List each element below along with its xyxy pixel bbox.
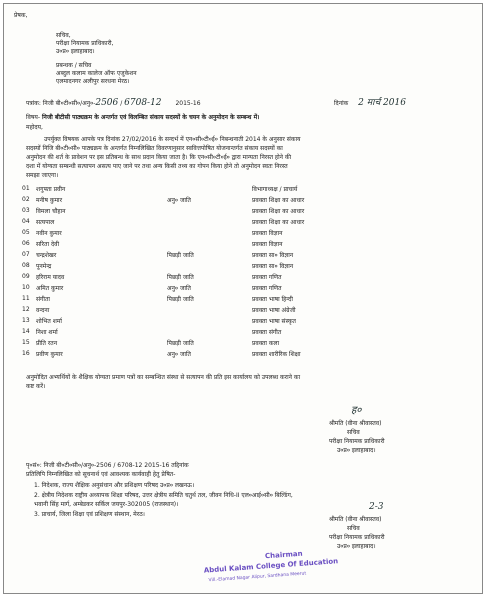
signatory-name: श्रीमति (वीना श्रीवास्तव) [329,420,382,427]
ref-number: 2506 [95,98,119,108]
table-row [22,195,442,205]
staff-post: प्रवक्ता विज्ञान [252,241,283,248]
table-row [22,305,442,315]
copy-item: 2. क्षेत्रीय निदेशक राष्ट्रीय अध्यापक शिक्षा परिषद, उत्तर क्षेत्रीय समिति चतुर्थ तल, जीवन निधि-II एल०आई०सी० बिल्डिंग, [34,492,293,499]
signatory-office: परीक्षा नियामक प्राधिकारी [329,534,385,541]
table-row [22,294,442,304]
sender-label: प्रेषक, [14,12,28,19]
staff-name: सरिता देवी [36,241,60,248]
staff-category: अनु० जाति [167,285,191,292]
staff-name: पूनमेन्द्र [36,263,52,270]
row-number: 04 [22,218,30,225]
staff-category: पिछड़ी जाति [167,274,194,281]
table-row [22,327,442,337]
row-number: 02 [22,196,30,203]
staff-name: प्रवीण कुमार [36,351,63,358]
table-row [22,272,442,282]
staff-post: प्रवक्ता शिक्षा का आधार [252,197,305,204]
row-number: 08 [22,262,30,269]
body-line: समझा जाएगा। [26,172,59,179]
staff-post: प्रवक्ता भाषा अंग्रेजी [252,307,296,314]
staff-name: शोभित शर्मा [36,318,62,325]
stamp-line: Vill.-Elamad Nagar Alipur, Sardhana Meerut [208,571,307,584]
staff-category: अनु० जाति [167,351,191,358]
staff-post: विभागाध्यक्ष / प्राचार्य [252,186,298,193]
sender-title: सचिव, [56,32,71,39]
row-number: 01 [22,185,30,192]
row-number: 03 [22,207,30,214]
copy-intro: प्रतिलिपि निम्नलिखित को सूचनार्थ एवं आवश्यक कार्यवाही हेतु प्रेषित- [26,471,176,478]
staff-post: प्रवक्ता कला [252,340,280,347]
row-number: 09 [22,273,30,280]
staff-name: शगुफ्ता प्रवीन [36,186,66,193]
table-row [22,349,442,359]
table-row [22,239,442,249]
staff-post: प्रवक्ता संगीत [252,329,282,336]
staff-post: प्रवक्ता गणित [252,285,282,292]
signatory-title: सचिव [347,525,360,532]
staff-name: प्रीति रतन [36,340,58,347]
copy-item: 3. प्राचार्य, जिला शिक्षा एवं प्रशिक्षण संस्थान, मेरठ। [34,511,145,518]
staff-name: चन्द्रशेखर [36,252,57,259]
row-number: 11 [22,295,30,302]
subject-line [26,114,259,121]
table-row [22,228,442,238]
ref-slash: / [120,100,123,107]
staff-post: प्रवक्ता सा० विज्ञान [252,263,294,270]
staff-name: वन्दना [36,307,50,314]
sender-office: परीक्षा नियामक प्राधिकारी, [56,40,114,47]
staff-name: निशा शर्मा [36,329,58,336]
table-row [22,338,442,348]
recipient-label: प्रबन्धक / सचिव [56,62,92,69]
staff-name: हरिराम यादव [36,274,65,281]
sender-city: उ०प्र० इलाहाबाद। [56,48,95,55]
staff-table [4,184,484,369]
staff-post: प्रवक्ता शिक्षा का आधार [252,208,305,215]
staff-post: प्रवक्ता विज्ञान [252,230,283,237]
staff-post: प्रवक्ता सा० विज्ञान [252,252,294,259]
copy-reference: पृ०सं०: निजी बी०टी०सी०/अनु०-2506 / 6708-12 2015-16 तद्दिनांक [26,462,189,469]
ref-session: 2015-16 [175,100,201,107]
staff-category: पिछड़ी जाति [167,296,194,303]
signatory-city: उ०प्र० इलाहाबाद। [337,447,376,454]
date-line [334,100,406,107]
date-label: दिनांक [334,100,349,107]
body-line: उपर्युक्त विषयक आपके पत्र दिनांक 27/02/2016 के सन्दर्भ में एन०सी०टी०ई० निबन्धनाती 2014 के अनुसार संकाय [44,136,301,143]
staff-post: प्रवक्ता भाषा हिन्दी [252,296,293,303]
signatory-title: सचिव [347,429,360,436]
ref-code: 6708-12 [124,98,162,108]
staff-post: प्रवक्ता गणित [252,274,282,281]
row-number: 15 [22,339,30,346]
row-number: 13 [22,317,30,324]
recipient-college: अब्दुल कलाम कालेज ऑफ एजुकेशन [56,70,137,77]
salutation: महोदय, [26,124,43,131]
ref-prefix: पत्रांक: निजी बी०टी०सी०/अनु०- [26,100,96,107]
reference-line [26,100,201,107]
staff-name: मनीष कुमार [36,197,63,204]
staff-name: नवीन कुमार [36,230,62,237]
table-row [22,283,442,293]
table-row [22,316,442,326]
table-row [22,217,442,227]
stamp-line: Chairman [264,549,303,561]
staff-post: प्रवक्ता भाषा संस्कृत [252,318,296,325]
table-row [22,184,442,194]
staff-category: पिछड़ी जाति [167,340,194,347]
signatory-name: श्रीमति (वीना श्रीवास्तव) [329,516,382,523]
stamp-line: Abdul Kalam College Of Education [203,557,339,575]
row-number: 06 [22,240,30,247]
row-number: 10 [22,284,30,291]
subject-label: विषय- [26,114,41,121]
row-number: 12 [22,306,30,313]
table-row [22,250,442,260]
staff-post: प्रवक्ता शिक्षा का आधार [252,219,305,226]
signature-block-1 [329,402,469,462]
signatory-city: उ०प्र० इलाहाबाद। [337,543,376,550]
signatory-office: परीक्षा नियामक प्राधिकारी [329,438,385,445]
date-value: 2 मार्च 2016 [358,98,406,108]
staff-name: संगीता [36,296,50,303]
recipient-address: एलमादनगर अलीपुर सरधना मेरठ। [56,78,130,85]
staff-name: विमला चौहान [36,208,66,215]
body-line: दशा में योग्यता सम्बन्धी सत्यापन असत्य पाए जाने पर तथा अन्य किसी तथ्य का गोपन किया होने तो अनुमोदन स्वतः निरस्त [26,163,288,170]
letter-page [3,3,483,594]
signature-scribble: 2-3 [369,502,384,512]
signature-scribble: ह० [351,405,362,416]
staff-name: सत्यपाल [36,219,55,226]
copy-item: 1. निदेशक, राज्य शैक्षिक अनुसंधान और प्रशिक्षण परिषद उ०प्र० लखनऊ। [34,482,195,489]
body-line: सदस्यों निजि बी०टी०सी० पाठ्यक्रम के अन्तर्गत निम्नलिखित विवरणानुसार स्ववित्तपोषित योजनान्तर्गत संकाय सदस्यों का [26,145,283,152]
staff-category: अनु० जाति [167,197,191,204]
copy-item: भवानी सिंह मार्ग, अम्बेडकर सर्किल जयपुर-302005 (राजस्थान)। [34,501,179,508]
college-stamp [203,546,365,593]
table-row [22,206,442,216]
row-number: 14 [22,328,30,335]
closing-line: अनुमोदित अभ्यर्थियों के शैक्षिक योग्यता प्रमाण पत्रों का सम्बन्धित संस्था से सत्यापन की प्रति इस कार्यालय को उपलब्ध कराने का [26,374,301,381]
body-line: अनुमोदन की शर्त के प्रावेशन पर इस प्रतिबन्ध के साथ प्रदान किया जाता है। कि एन०सी०टी०ई० द्वारा मान्यता निरस्त होने की [26,154,292,161]
table-row [22,261,442,271]
subject-text: निजी बीटीसी पाठ्यक्रम के अन्तर्गत एवं विलम्बित संकाय सदस्यों के चयन के अनुमोदन के सम्बन्ध में। [41,114,260,121]
staff-category: पिछड़ी जाति [167,252,194,259]
closing-line: कष्ट करें। [26,383,46,390]
row-number: 16 [22,350,30,357]
staff-name: अमित कुमार [36,285,64,292]
row-number: 05 [22,229,30,236]
row-number: 07 [22,251,30,258]
staff-post: प्रवक्ता शारीरिक शिक्षा [252,351,301,358]
